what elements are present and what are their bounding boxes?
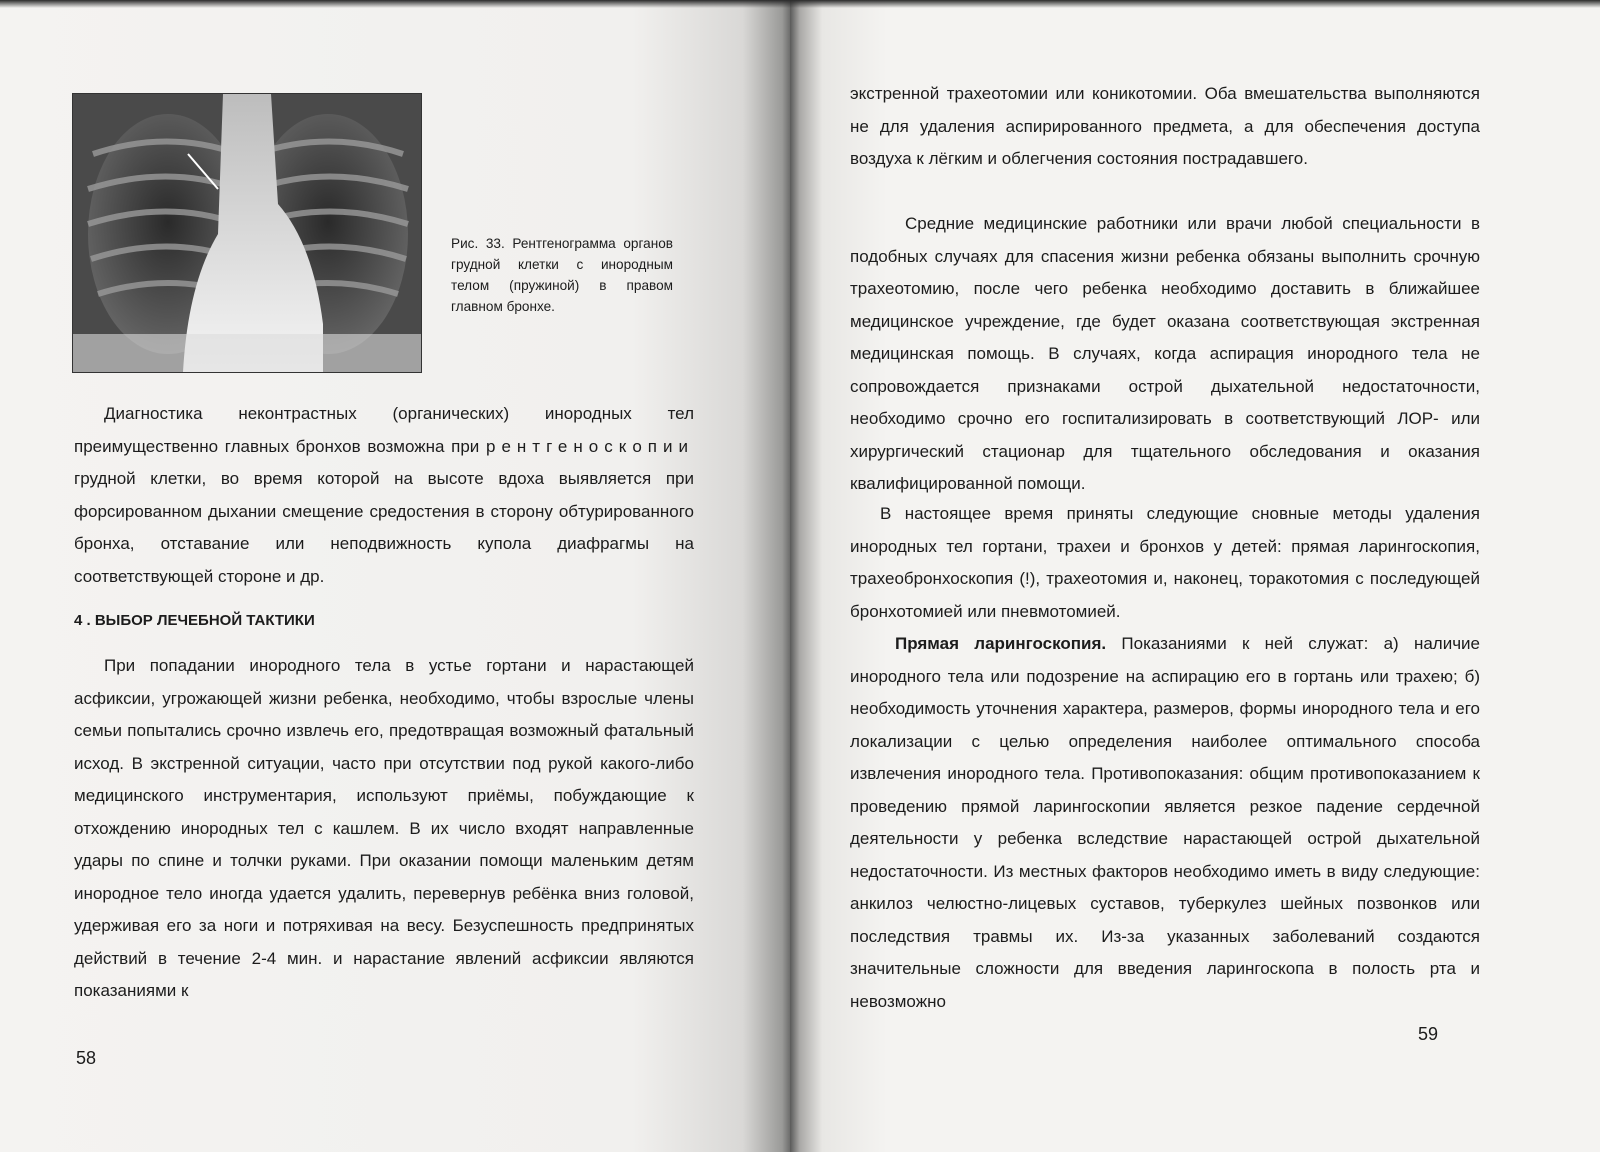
scan-shadow bbox=[0, 0, 790, 8]
section-heading: 4 . ВЫБОР ЛЕЧЕБНОЙ ТАКТИКИ bbox=[74, 612, 315, 629]
diagnostics-text-1: Диагностика неконтрастных (органических) инородных тел преимущественно главных бронхов возможна при bbox=[74, 404, 694, 456]
laryngoscopy-paragraph bbox=[850, 628, 1480, 1018]
spaced-term: рентгеноскопии bbox=[486, 436, 694, 456]
xray-illustration bbox=[73, 94, 421, 372]
medical-workers-paragraph: Средние медицинские работники или врачи любой специальности в подобных случаях для спасения жизни ребенка обязаны выполнить срочную трахеотомию, после чего ребенка необходимо доставить в ближайшее медицинское учреждение, где будет оказана соответствующая экстренная медицинская помощь. В случаях, когда аспирация инородного тела не сопровождается признаками острой дыхательной недостаточности, необходимо срочно его госпитализировать в соответствующий ЛОР- или хирургический стационар для тщательного обследования и оказания квалифицированной помощи. bbox=[850, 214, 1480, 493]
diagnostics-text-2: грудной клетки, во время которой на высоте вдоха выявляется при форсированном дыхании смещение средостения в сторону обтурированного бронха, отставание или неподвижность купола диафрагмы на соответствующей стороне и др. bbox=[74, 469, 694, 586]
figure-caption: Рис. 33. Рентгенограмма органов грудной клетки с инородным телом (пружиной) в правом главном бронхе. bbox=[451, 236, 673, 314]
right-page bbox=[790, 0, 1600, 1152]
laryngoscopy-text: Показаниями к ней служат: а) наличие инородного тела или подозрение на аспирацию его в гортань или трахею; б) необходимость уточнения характера, размеров, формы инородного тела и его локализации с целью определения наиболее оптимального способа извлечения инородного тела. Противопоказания: общим противопоказанием к проведению прямой ларингоскопии является резкое падение сердечной деятельности у ребенка вследствие нарастающей острой дыхательной недостаточности. Из местных факторов необходимо иметь в виду следующие: анкилоз челюстно-лицевых суставов, туберкулез шейных позвонков или последствия травмы их. Из-за указанных заболеваний создаются значительные сложности для введения ларингоскопа в полость рта и невозможно bbox=[850, 634, 1481, 1011]
xray-image bbox=[72, 93, 422, 373]
first-aid-paragraph: При попадании инородного тела в устье гортани и нарастающей асфиксии, угрожающей жизни ребенка, необходимо, чтобы взрослые члены семьи попытались срочно извлечь его, предотвращая возможный фатальный исход. В экстренной ситуации, часто при отсутствии под рукой какого-либо медицинского инструментария, используют приёмы, побуждающие к отхождению инородных тел с кашлем. В их число входят направленные удары по спине и толчки руками. При оказании помощи маленьким детям инородное тело иногда удается удалить, перевернув ребёнка вниз головой, удерживая его за ноги и потряхивая на весу. Безуспешность предпринятых действий в течение 2-4 мин. и нарастание явлений асфиксии являются показаниями к bbox=[74, 656, 694, 1000]
page-number: 58 bbox=[76, 1048, 97, 1068]
left-page bbox=[0, 0, 790, 1152]
scan-shadow bbox=[790, 0, 1600, 8]
methods-paragraph: В настоящее время приняты следующие сновные методы удаления инородных тел гортани, трахеи и бронхов у детей: прямая ларингоскопия, трахеобронхоскопия (!), трахеотомия и, наконец, торакотомия с последующей бронхотомией или пневмотомией. bbox=[850, 504, 1480, 621]
page-number: 59 bbox=[1418, 1024, 1439, 1044]
laryngoscopy-term: Прямая ларингоскопия. bbox=[895, 634, 1107, 653]
tracheotomy-paragraph: экстренной трахеотомии или коникотомии. Оба вмешательства выполняются не для удаления аспирированного предмета, а для обеспечения доступа воздуха к лёгким и облегчения состояния пострадавшего. bbox=[850, 84, 1480, 168]
diagnostics-paragraph bbox=[74, 398, 694, 593]
